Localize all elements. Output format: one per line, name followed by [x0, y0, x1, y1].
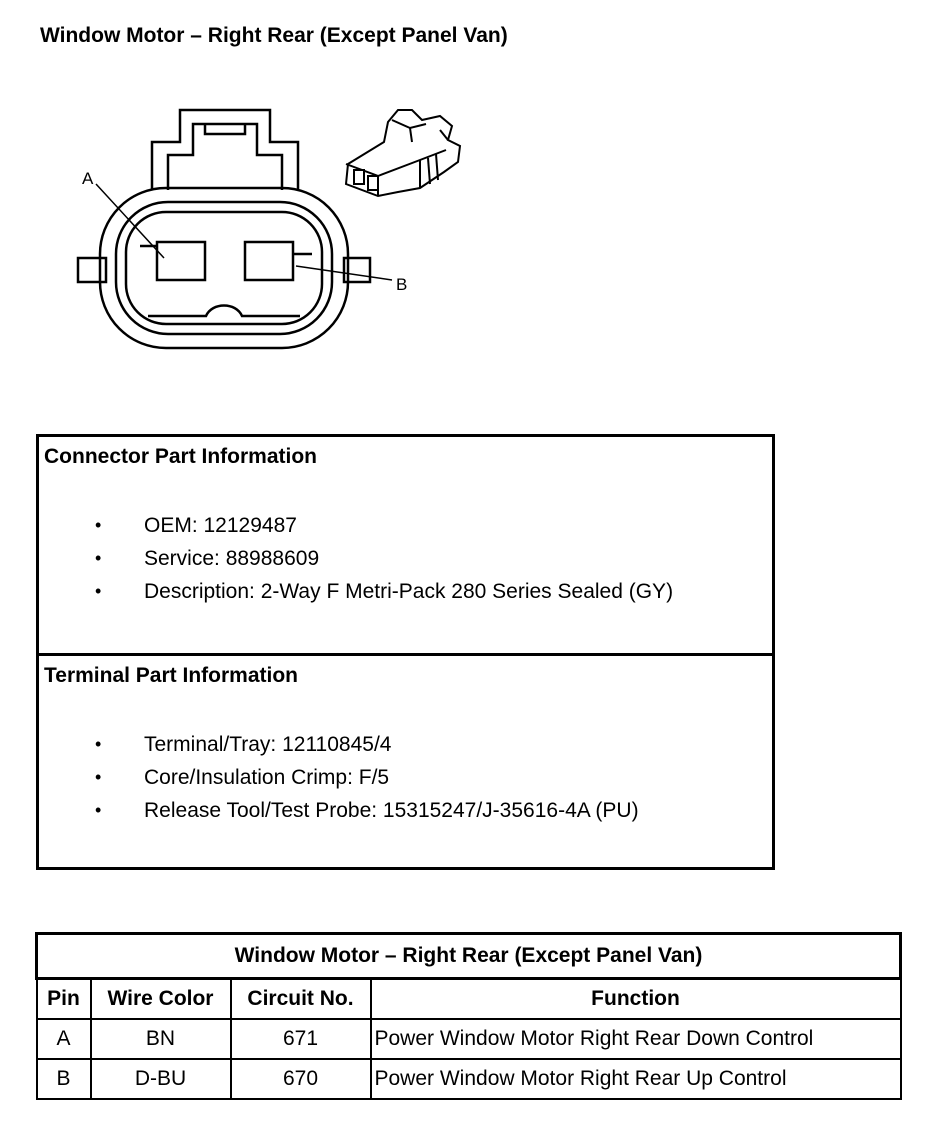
part-info-box [36, 434, 775, 870]
bullet-icon: • [95, 734, 102, 754]
cavity-b [245, 242, 293, 280]
header-function: Function [371, 979, 901, 1020]
cell-function: Power Window Motor Right Rear Down Control [371, 1019, 901, 1059]
cell-function: Power Window Motor Right Rear Up Control [371, 1059, 901, 1099]
bullet-icon: • [95, 767, 102, 787]
cell-pin: B [37, 1059, 91, 1099]
list-item: • Terminal/Tray: 12110845/4 [39, 728, 639, 761]
connector-part-info [39, 437, 772, 656]
list-item: • Description: 2-Way F Metri-Pack 280 Series Sealed (GY) [39, 575, 673, 608]
header-wire-color: Wire Color [91, 979, 231, 1020]
page-title: Window Motor – Right Rear (Except Panel Van) [40, 24, 508, 47]
list-item: • Core/Insulation Crimp: F/5 [39, 761, 639, 794]
cavity-a [157, 242, 205, 280]
table-row [37, 1059, 901, 1099]
table-header-row [37, 979, 901, 1020]
table-caption-row [37, 934, 901, 979]
list-item: • Service: 88988609 [39, 542, 673, 575]
connector-latch [152, 110, 298, 190]
list-item: • OEM: 12129487 [39, 509, 673, 542]
cell-wire-color: D-BU [91, 1059, 231, 1099]
bullet-icon: • [95, 800, 102, 820]
header-pin: Pin [37, 979, 91, 1020]
connector-3d-view [346, 110, 460, 196]
terminal-part-info [39, 656, 772, 870]
header-circuit-no: Circuit No. [231, 979, 371, 1020]
callout-a: A [82, 169, 94, 188]
terminal-info-heading: Terminal Part Information [44, 664, 298, 687]
bullet-icon: • [95, 581, 102, 601]
bullet-icon: • [95, 548, 102, 568]
cell-pin: A [37, 1019, 91, 1059]
connector-left-ear [78, 258, 106, 282]
callout-b: B [396, 275, 408, 294]
connector-key [148, 306, 300, 317]
pinout-table [35, 932, 902, 1100]
cell-circuit-no: 670 [231, 1059, 371, 1099]
list-item: • Release Tool/Test Probe: 15315247/J-35616-4A (PU) [39, 794, 639, 827]
terminal-info-list [39, 728, 639, 827]
connector-diagram [0, 80, 640, 380]
connector-info-heading: Connector Part Information [44, 445, 318, 468]
table-row [37, 1019, 901, 1059]
table-caption: Window Motor – Right Rear (Except Panel Van) [37, 934, 901, 979]
cell-wire-color: BN [91, 1019, 231, 1059]
callout-line-a [96, 184, 164, 258]
cell-circuit-no: 671 [231, 1019, 371, 1059]
connector-info-list [39, 509, 673, 608]
bullet-icon: • [95, 515, 102, 535]
